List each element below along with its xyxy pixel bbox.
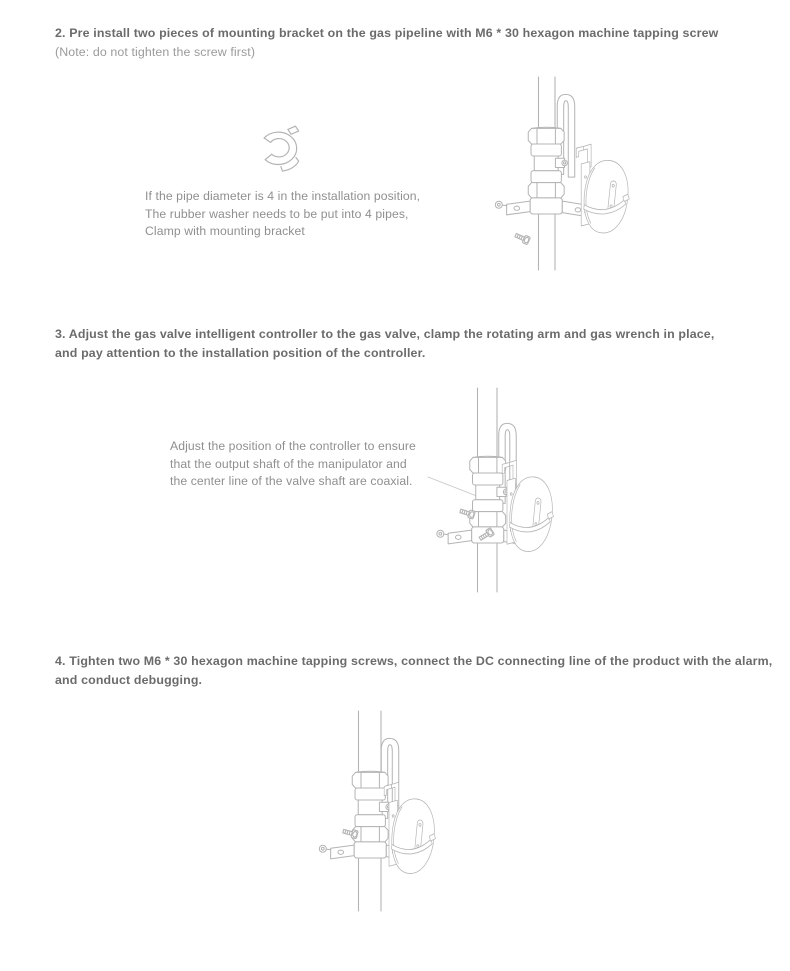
step2-caption [145, 188, 420, 241]
step3-heading-line2: and pay attention to the installation position of the controller. [55, 346, 426, 360]
step4-heading-block [55, 652, 772, 690]
step4-illustration-controller-mounted [318, 703, 490, 915]
caption-line: The rubber washer needs to be put into 4 pipes, [145, 206, 409, 221]
step3-caption [170, 438, 416, 491]
step2-heading-block [55, 24, 718, 62]
step4-heading-line1: 4. Tighten two M6 * 30 hexagon machine tapping screws, connect the DC connecting line of the product with the alarm, [55, 654, 773, 668]
controller-art [576, 144, 631, 236]
step2-heading: 2. Pre install two pieces of mounting bracket on the gas pipeline with M6 * 30 hexagon machine tapping screw [55, 26, 719, 40]
gas-valve-cluster-art [495, 94, 587, 216]
caption-line: Adjust the position of the controller to ensure [170, 439, 416, 453]
caption-line: If the pipe diameter is 4 in the installation position, [145, 189, 421, 203]
caption-line: Clamp with mounting bracket [145, 224, 305, 239]
caption-line: that the output shaft of the manipulator and [170, 456, 407, 471]
step2-illustration-pipe-valve-detached-controller [488, 72, 653, 284]
step3-illustration-controller-attached [400, 382, 590, 597]
step2-note: (Note: do not tighten the screw first) [55, 45, 256, 59]
step4-heading-line2: and conduct debugging. [55, 673, 203, 687]
caption-line: the center line of the valve shaft are coaxial. [170, 474, 413, 489]
rubber-washer-clamp-icon [244, 120, 308, 178]
step3-heading-block [55, 325, 714, 363]
step3-heading-line1: 3. Adjust the gas valve intelligent controller to the gas valve, clamp the rotating arm and gas wrench in place, [55, 327, 715, 341]
loose-screw-art [514, 231, 531, 244]
